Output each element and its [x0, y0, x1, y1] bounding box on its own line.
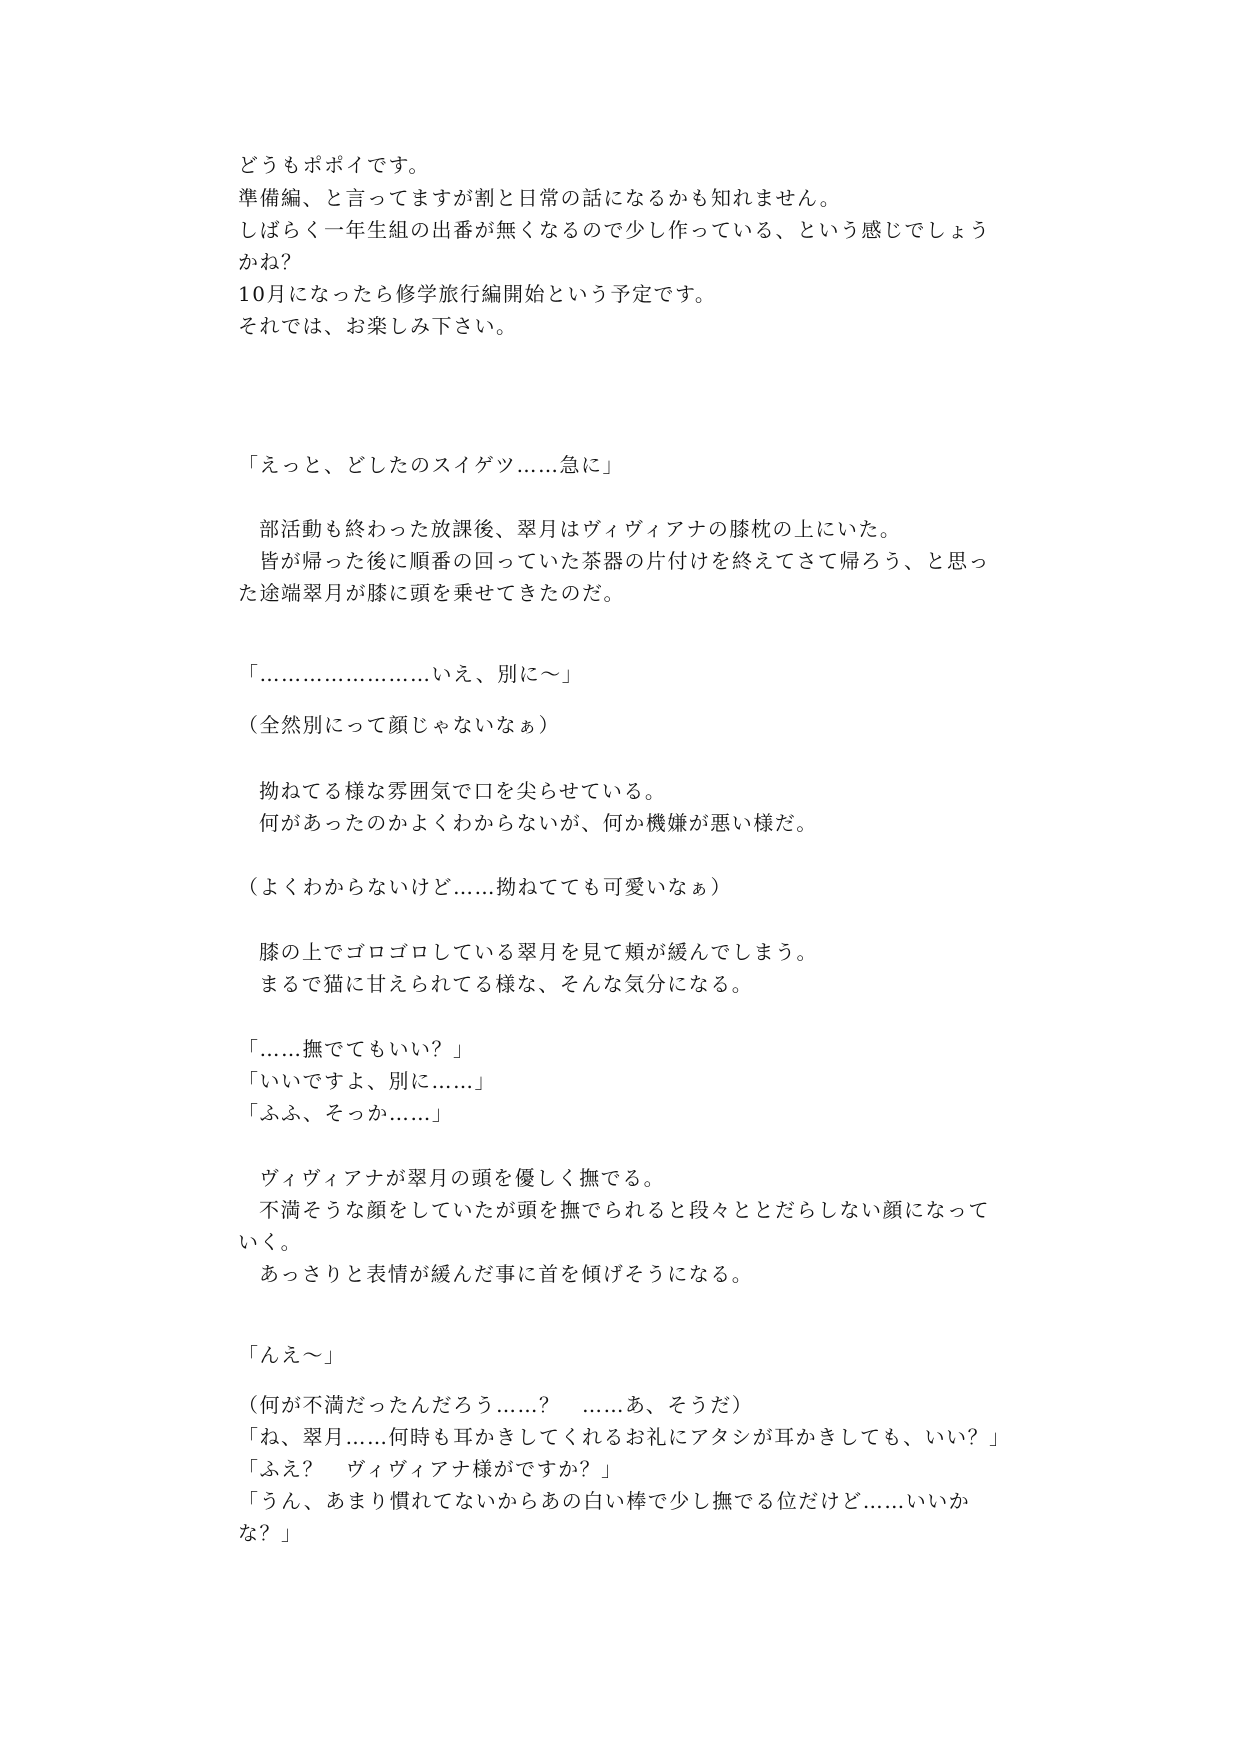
dialogue-line: 「ふえ？ ヴィヴィアナ様がですか？」 — [238, 1457, 623, 1481]
text-line: 10月になったら修学旅行編開始という予定です。 — [238, 282, 717, 306]
dialogue-line: 「うん、あまり慣れてないからあの白い棒で少し撫でる位だけど……いいか — [238, 1489, 971, 1513]
narration-line: 拗ねてる様な雰囲気で口を尖らせている。 — [259, 779, 667, 803]
narration-line: 膝の上でゴロゴロしている翠月を見て頬が緩んでしまう。 — [259, 940, 818, 964]
dialogue-line: な？」 — [238, 1521, 303, 1545]
narration-line: まるで猫に甘えられてる様な、そんな気分になる。 — [259, 972, 754, 996]
dialogue-line: 「んえ〜」 — [238, 1343, 346, 1367]
dialogue-line: 「えっと、どしたのスイゲツ……急に」 — [238, 453, 624, 477]
narration-line: あっさりと表情が緩んだ事に首を傾げそうになる。 — [259, 1262, 754, 1286]
dialogue-line: 「ね、翠月……何時も耳かきしてくれるお礼にアタシが耳かきしても、いい？」 — [238, 1425, 1011, 1449]
narration-line: 不満そうな顔をしていたが頭を撫でられると段々ととだらしない顔になって — [259, 1198, 990, 1222]
dialogue-line: 「……………………いえ、別に〜」 — [238, 662, 584, 686]
narration-line: ヴィヴィアナが翠月の頭を優しく撫でる。 — [259, 1166, 666, 1190]
text-line: 準備編、と言ってますが割と日常の話になるかも知れません。 — [238, 186, 842, 210]
narration-line: 部活動も終わった放課後、翠月はヴィヴィアナの膝枕の上にいた。 — [259, 517, 902, 541]
text-line: それでは、お楽しみ下さい。 — [238, 314, 518, 338]
narration-line: 皆が帰った後に順番の回っていた茶器の片付けを終えてさて帰ろう、と思っ — [259, 549, 990, 573]
text-line: かね？ — [238, 250, 303, 274]
narration-line: た途端翠月が膝に頭を乗せてきたのだ。 — [238, 581, 625, 605]
dialogue-line: 「いいですよ、別に……」 — [238, 1069, 496, 1093]
text-line: しばらく一年生組の出番が無くなるので少し作っている、という感じでしょう — [238, 218, 991, 242]
narration-line: 何があったのかよくわからないが、何か機嫌が悪い様だ。 — [259, 811, 818, 835]
thought-line: （何が不満だったんだろう……？ ……あ、そうだ） — [238, 1393, 754, 1417]
thought-line: （よくわからないけど……拗ねてても可愛いなぁ） — [238, 875, 732, 899]
dialogue-line: 「……撫でてもいい？」 — [238, 1037, 475, 1061]
dialogue-line: 「ふふ、そっか……」 — [238, 1101, 454, 1125]
text-line: どうもポポイです。 — [238, 153, 430, 177]
thought-line: （全然別にって顔じゃないなぁ） — [238, 713, 561, 737]
narration-line: いく。 — [238, 1230, 303, 1254]
